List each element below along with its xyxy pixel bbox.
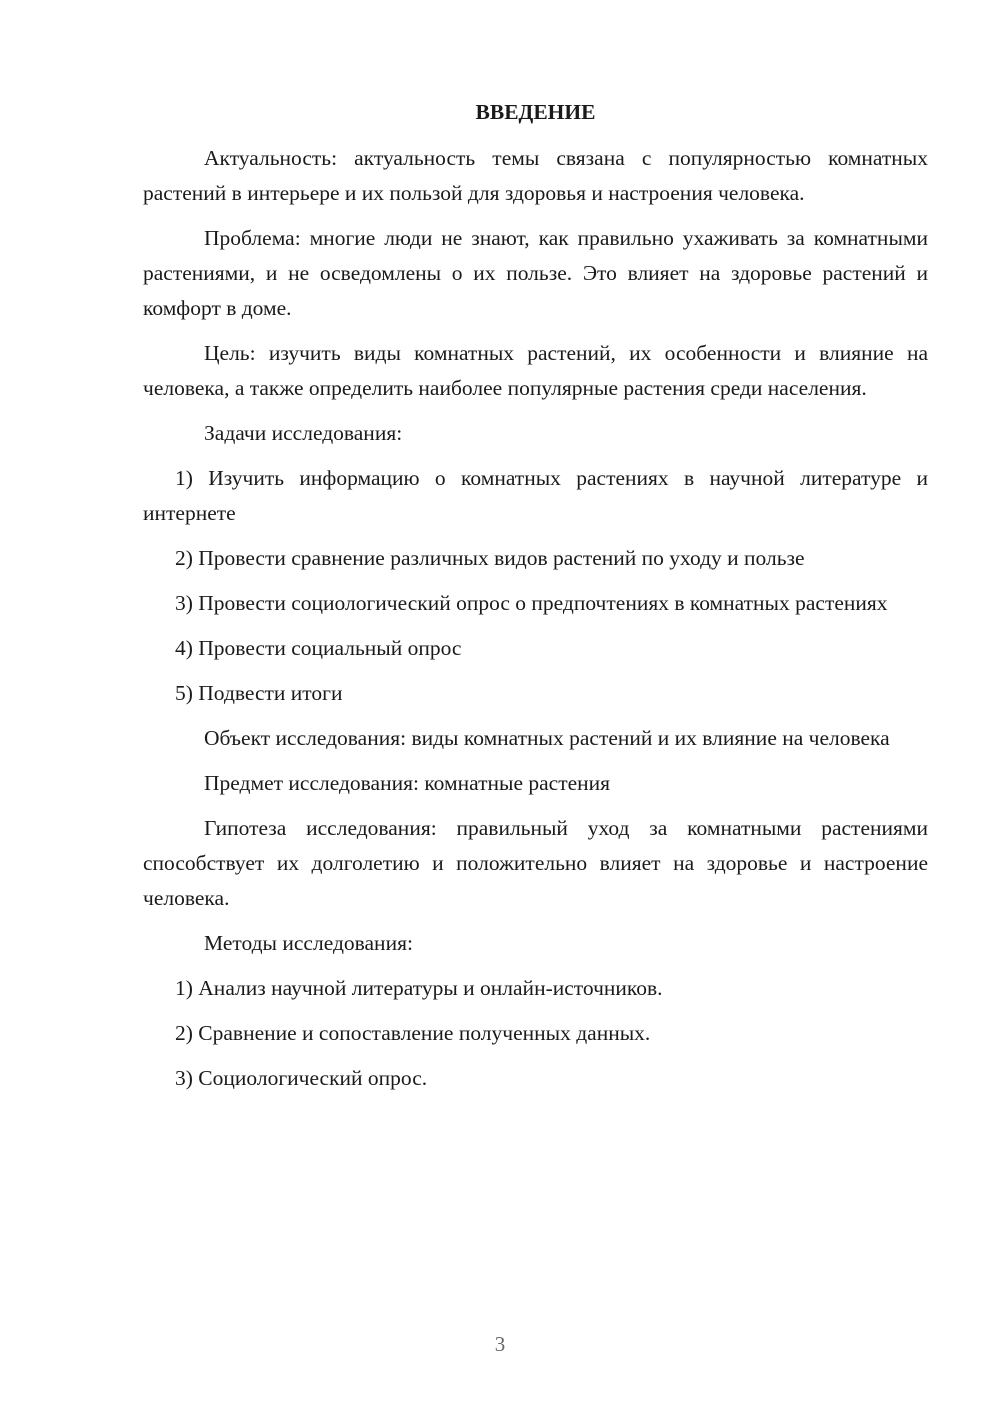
goal-paragraph: Цель: изучить виды комнатных растений, их особенности и влияние на человека, а также определить наиболее популярные растения среди населения. bbox=[143, 341, 928, 400]
document-body bbox=[143, 95, 928, 1106]
tasks-heading: Задачи исследования: bbox=[204, 421, 403, 445]
task-item-5: 5) Подвести итоги bbox=[175, 681, 343, 705]
method-item-3: 3) Социологический опрос. bbox=[175, 1066, 428, 1090]
page-number: 3 bbox=[494, 1332, 506, 1356]
problem-paragraph: Проблема: многие люди не знают, как правильно ухаживать за комнатными растениями, и не осведомлены о их пользе. Это влияет на здоровье растений и комфорт в доме. bbox=[143, 226, 928, 320]
task-item-4: 4) Провести социальный опрос bbox=[175, 636, 462, 660]
subject-paragraph: Предмет исследования: комнатные растения bbox=[204, 771, 611, 795]
task-item-3: 3) Провести социологический опрос о предпочтениях в комнатных растениях bbox=[175, 591, 888, 615]
task-item-2: 2) Провести сравнение различных видов растений по уходу и пользе bbox=[175, 546, 805, 570]
method-item-2: 2) Сравнение и сопоставление полученных данных. bbox=[175, 1021, 651, 1045]
methods-heading: Методы исследования: bbox=[204, 931, 413, 955]
relevance-paragraph: Актуальность: актуальность темы связана с популярностью комнатных растений в интерьере и их пользой для здоровья и настроения человека. bbox=[143, 146, 928, 205]
task-item-1: 1) Изучить информацию о комнатных растениях в научной литературе и интернете bbox=[143, 466, 928, 525]
object-paragraph: Объект исследования: виды комнатных растений и их влияние на человека bbox=[204, 726, 890, 750]
hypothesis-paragraph: Гипотеза исследования: правильный уход за комнатными растениями способствует их долголетию и положительно влияет на здоровье и настроение человека. bbox=[143, 816, 928, 910]
section-title: ВВЕДЕНИЕ bbox=[475, 100, 596, 124]
method-item-1: 1) Анализ научной литературы и онлайн-источников. bbox=[175, 976, 663, 1000]
